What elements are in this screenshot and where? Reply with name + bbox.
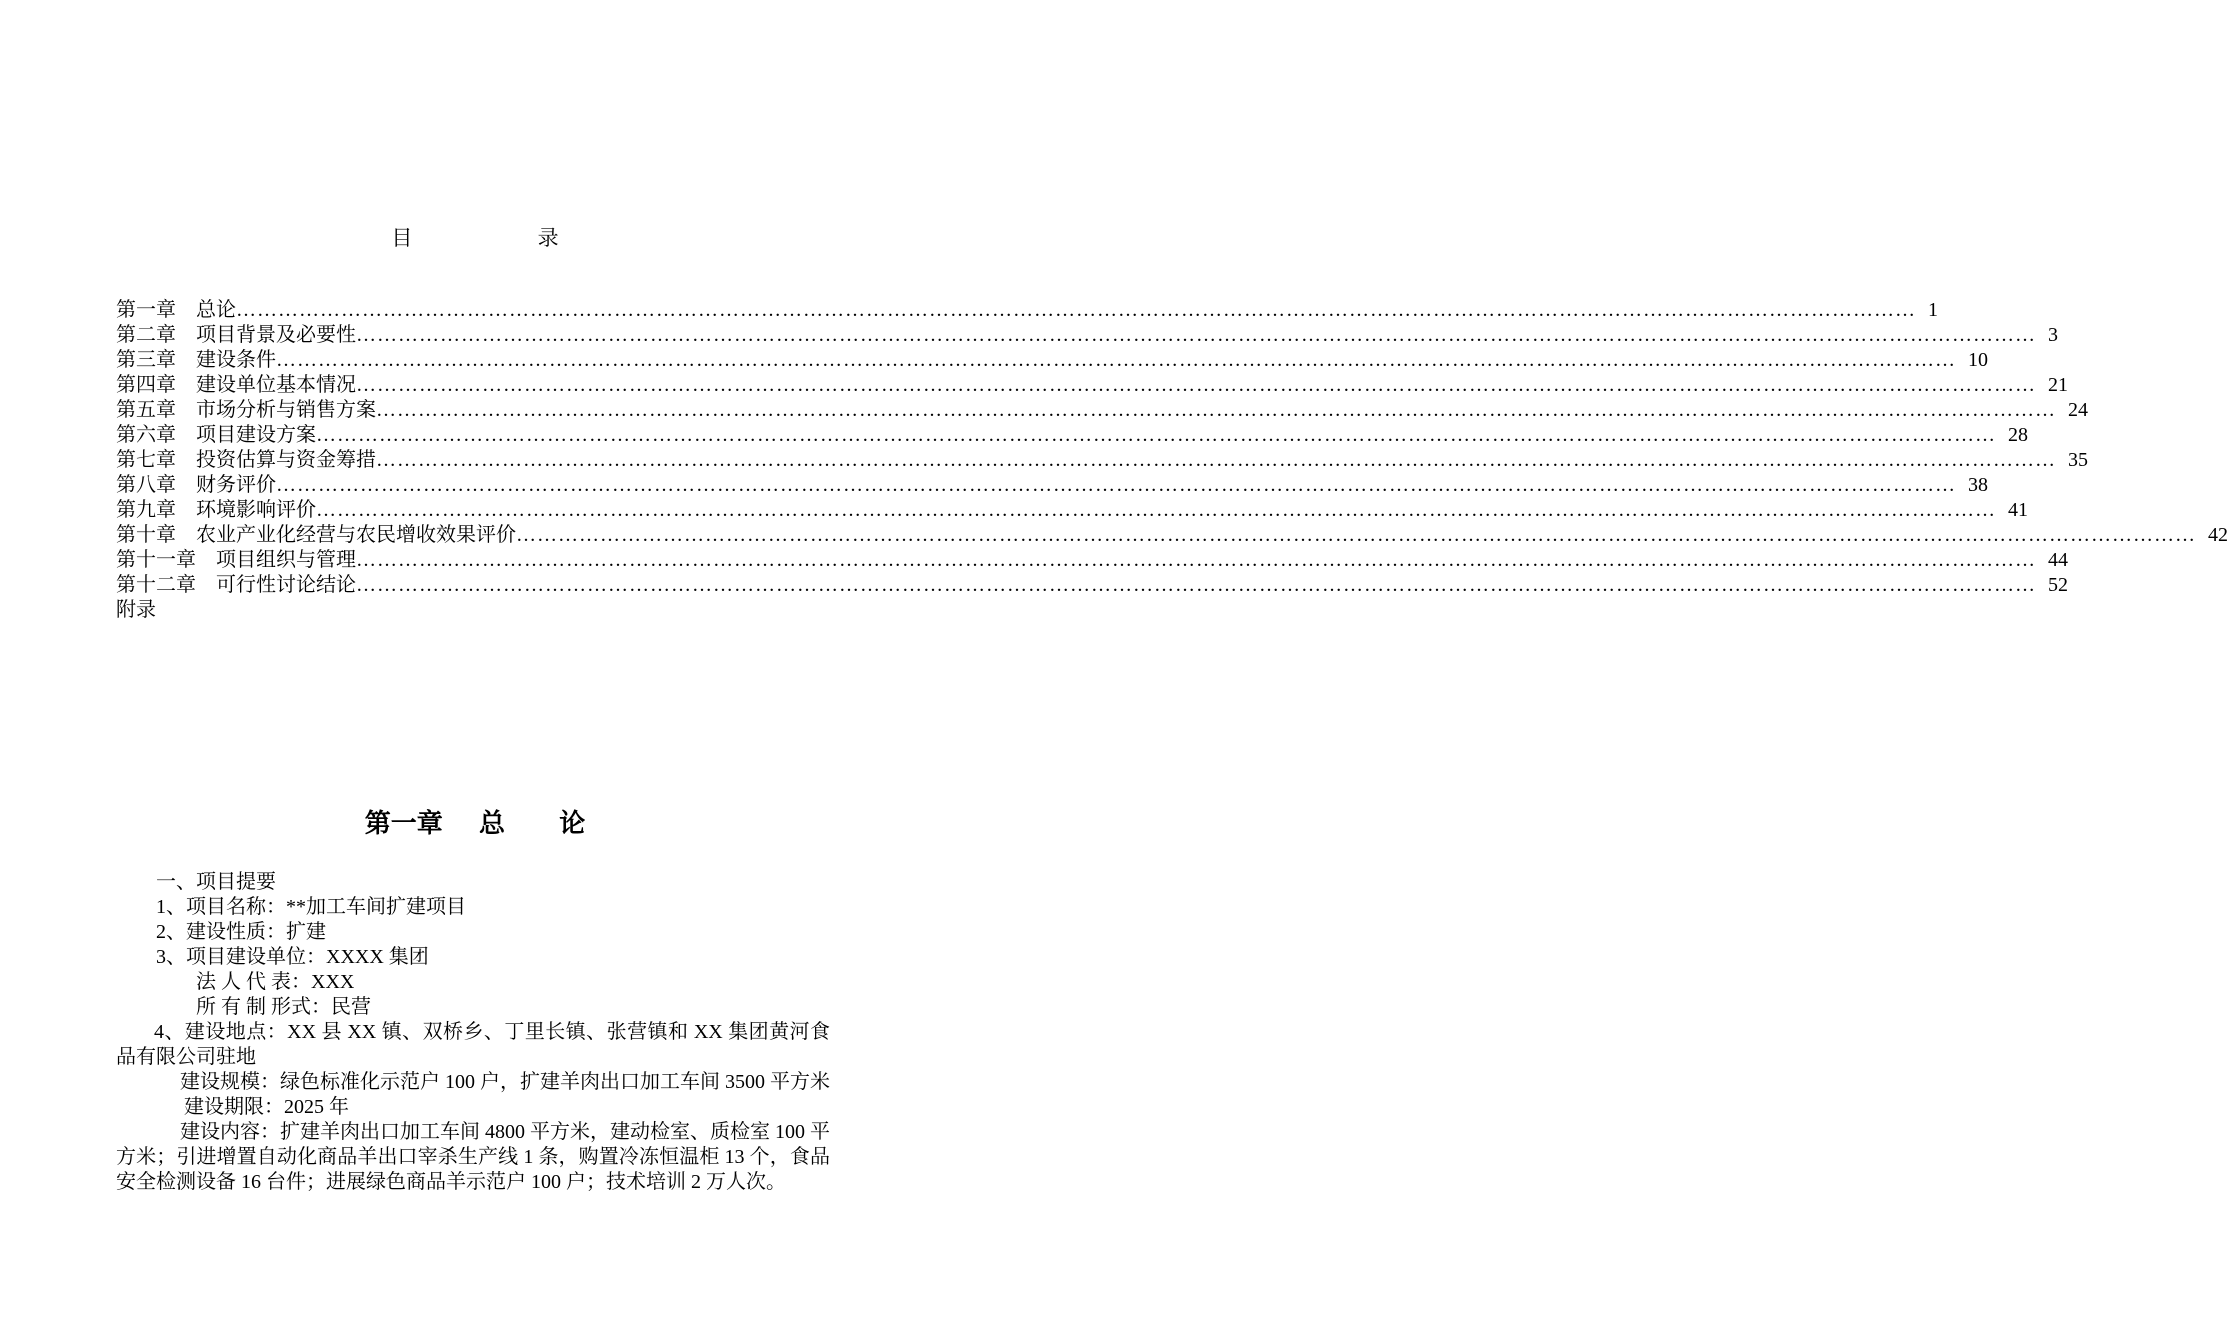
toc-entry-page: 24 [2068, 399, 2088, 421]
toc-leader-dots: …………………………………………………………………………………………………………………………………………………………………………………………………………………… [276, 349, 1956, 371]
toc-entry-chapter: 第三章 [116, 349, 176, 371]
toc-entry-chapter: 第九章 [116, 499, 176, 521]
toc-appendix[interactable]: 附录 [116, 599, 156, 621]
toc-leader-dots: …………………………………………………………………………………………………………………………………………………………………………………………………………………… [356, 374, 2036, 396]
ownership-line: 所 有 制 形式：民营 [196, 996, 371, 1018]
toc-leader-dots: …………………………………………………………………………………………………………………………………………………………………………………………………………………… [276, 474, 1956, 496]
toc-entry-title: 项目背景及必要性 [196, 324, 356, 346]
toc-entry[interactable] [116, 473, 1988, 498]
toc-leader-dots: …………………………………………………………………………………………………………………………………………………………………………………………………………………… [356, 549, 2036, 571]
toc-entry-chapter: 第四章 [116, 374, 176, 396]
toc-entry[interactable] [116, 523, 2228, 548]
toc-entry[interactable] [116, 398, 2088, 423]
toc-leader-dots: …………………………………………………………………………………………………………………………………………………………………………………………………………………… [236, 299, 1916, 321]
toc-entry-chapter: 第一章 [116, 299, 176, 321]
toc-leader-dots: …………………………………………………………………………………………………………………………………………………………………………………………………………………… [316, 499, 1996, 521]
construction-content-paragraph: 建设内容：扩建羊肉出口加工车间 4800 平方米，建动检室、质检室 100 平方米；引进增置自动化商品羊出口宰杀生产线 1 条，购置冷冻恒温柜 13 个，食品安全检测设备 16 台件；进展绿色商品羊示范户 100 户；技术培训 2 万人次。 [116, 1121, 830, 1193]
toc-entry-title: 总论 [196, 299, 236, 321]
project-name-line: 1、项目名称：**加工车间扩建项目 [156, 896, 466, 918]
toc-entry-title: 可行性讨论结论 [216, 574, 356, 596]
toc-leader-dots: …………………………………………………………………………………………………………………………………………………………………………………………………………………… [356, 324, 2036, 346]
toc-leader-dots: …………………………………………………………………………………………………………………………………………………………………………………………………………………… [356, 574, 2036, 596]
construction-location-paragraph: 4、建设地点：XX 县 XX 镇、双桥乡、丁里长镇、张营镇和 XX 集团黄河食品有限公司驻地 [116, 1021, 830, 1068]
section-heading: 一、项目提要 [156, 871, 276, 893]
toc-entry-title: 项目建设方案 [196, 424, 316, 446]
toc-leader-dots: …………………………………………………………………………………………………………………………………………………………………………………………………………………… [376, 449, 2056, 471]
toc-leader-dots: …………………………………………………………………………………………………………………………………………………………………………………………………………………… [516, 524, 2196, 546]
chapter-body [116, 870, 830, 1195]
construction-unit-line: 3、项目建设单位：XXXX 集团 [156, 946, 429, 968]
toc-entry-page: 41 [2008, 499, 2028, 521]
toc-entry-title: 财务评价 [196, 474, 276, 496]
toc-entry-page: 21 [2048, 374, 2068, 396]
chapter-title-number: 第一章 [364, 809, 443, 839]
toc-entry-chapter: 第五章 [116, 399, 176, 421]
chapter-title-word-1: 总 [478, 809, 505, 839]
toc-entry-title: 农业产业化经营与农民增收效果评价 [196, 524, 516, 546]
toc-entry[interactable] [116, 298, 1938, 323]
toc-entry-page: 42 [2208, 524, 2228, 546]
toc-entry-title: 投资估算与资金筹措 [196, 449, 376, 471]
toc-entry-chapter: 第八章 [116, 474, 176, 496]
toc-entry[interactable] [116, 548, 2068, 573]
toc-leader-dots: …………………………………………………………………………………………………………………………………………………………………………………………………………………… [316, 424, 1996, 446]
toc-entry-chapter: 第六章 [116, 424, 176, 446]
toc-entry-title: 市场分析与销售方案 [196, 399, 376, 421]
toc-title: 目 录 [391, 226, 619, 250]
chapter-title [0, 803, 950, 840]
toc-entry[interactable] [116, 348, 1988, 373]
toc-entry[interactable] [116, 423, 2028, 448]
construction-period-line: 建设期限：2025 年 [184, 1096, 349, 1118]
toc-entry-chapter: 第十章 [116, 524, 176, 546]
toc-entry[interactable] [116, 498, 2028, 523]
toc-entry-page: 35 [2068, 449, 2088, 471]
toc-entry-page: 28 [2008, 424, 2028, 446]
toc-leader-dots: …………………………………………………………………………………………………………………………………………………………………………………………………………………… [376, 399, 2056, 421]
toc-entry-chapter: 第十一章 [116, 549, 196, 571]
toc-entry-title: 项目组织与管理 [216, 549, 356, 571]
table-of-contents [116, 298, 2228, 623]
toc-entry[interactable] [116, 373, 2068, 398]
toc-entry-title: 环境影响评价 [196, 499, 316, 521]
toc-entry-page: 10 [1968, 349, 1988, 371]
toc-entry-chapter: 第七章 [116, 449, 176, 471]
toc-entry-chapter: 第十二章 [116, 574, 196, 596]
toc-entry-page: 1 [1928, 299, 1938, 321]
toc-entry-page: 44 [2048, 549, 2068, 571]
toc-entry-page: 52 [2048, 574, 2068, 596]
chapter-title-word-2: 论 [559, 809, 586, 839]
toc-entry-chapter: 第二章 [116, 324, 176, 346]
toc-entry[interactable] [116, 448, 2088, 473]
toc-entry[interactable] [116, 573, 2068, 598]
construction-nature-line: 2、建设性质：扩建 [156, 921, 326, 943]
toc-entry-title: 建设条件 [196, 349, 276, 371]
construction-scale-paragraph: 建设规模：绿色标准化示范户 100 户，扩建羊肉出口加工车间 3500 平方米 [180, 1071, 830, 1093]
toc-entry-title: 建设单位基本情况 [196, 374, 356, 396]
toc-entry-page: 3 [2048, 324, 2058, 346]
toc-entry[interactable] [116, 323, 2058, 348]
legal-representative-line: 法 人 代 表：XXX [196, 971, 355, 993]
toc-entry-page: 38 [1968, 474, 1988, 496]
